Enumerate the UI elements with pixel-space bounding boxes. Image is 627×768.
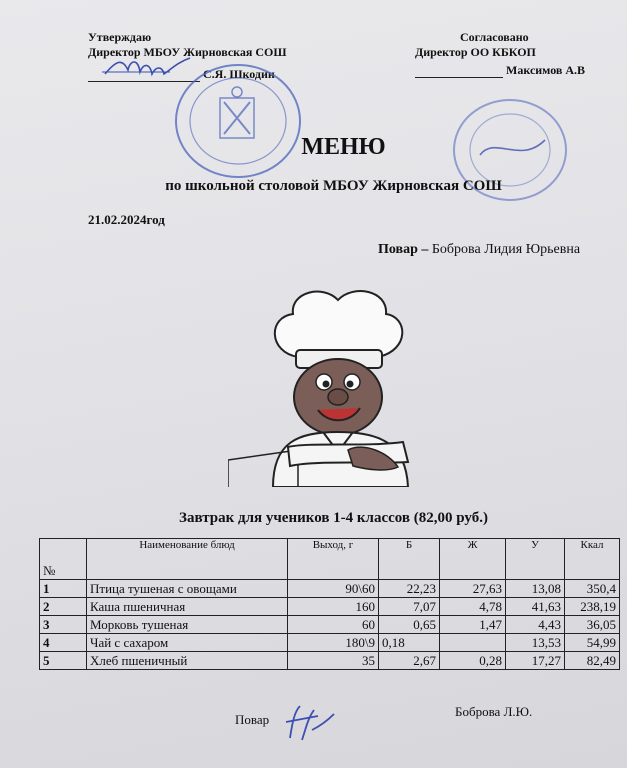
school-seal-icon: [172, 62, 304, 180]
cook-signature-icon: [278, 700, 338, 745]
table-row: 1 Птица тушеная с овощами 90\60 22,23 27,63 13,08 350,4: [40, 580, 620, 598]
cook-name: Боброва Лидия Юрьевна: [431, 242, 581, 257]
footer-cook-name: Боброва Л.Ю.: [455, 704, 533, 719]
menu-table: [39, 538, 620, 670]
table-row: 3 Морковь тушеная 60 0,65 1,47 4,43 36,05: [40, 616, 620, 634]
agreement-block: [415, 30, 585, 78]
table-header-row: [40, 539, 620, 580]
page-subtitle: по школьной столовой МБОУ Жирновская СОШ: [165, 178, 502, 194]
meal-title: Завтрак для учеников 1-4 классов (82,00 руб.): [179, 510, 488, 526]
cook-line: [378, 242, 580, 258]
table-row: 5 Хлеб пшеничный 35 2,67 0,28 17,27 82,49: [40, 652, 620, 670]
agreement-position: Директор ОО КБКОП: [415, 45, 536, 59]
approval-position: Директор МБОУ Жирновская СОШ: [88, 45, 287, 59]
chef-illustration-icon: [228, 282, 448, 487]
footer-cook-label: Повар: [235, 712, 270, 727]
approval-signer-name: С.Я. Шкодин: [203, 67, 275, 81]
table-row: 4 Чай с сахаром 180\9 0,18 13,53 54,99: [40, 634, 620, 652]
cook-label: Повар –: [378, 242, 429, 257]
agreement-signer-name: Максимов А.В: [506, 63, 586, 77]
header-fat: Ж: [440, 539, 506, 580]
page-title: МЕНЮ: [301, 134, 386, 160]
approval-label: Утверждаю: [88, 30, 152, 44]
agreement-signature-line: [415, 63, 585, 78]
header-number: №: [40, 539, 87, 580]
header-dish-name: Наименование блюд: [87, 539, 288, 580]
header-protein: Б: [379, 539, 440, 580]
header-kcal: Ккал: [565, 539, 620, 580]
table-row: 2 Каша пшеничная 160 7,07 4,78 41,63 238,19: [40, 598, 620, 616]
header-carbs: У: [506, 539, 565, 580]
agreement-label: Согласовано: [460, 30, 529, 44]
menu-date: 21.02.2024год: [88, 212, 165, 227]
header-yield: Выход, г: [288, 539, 379, 580]
